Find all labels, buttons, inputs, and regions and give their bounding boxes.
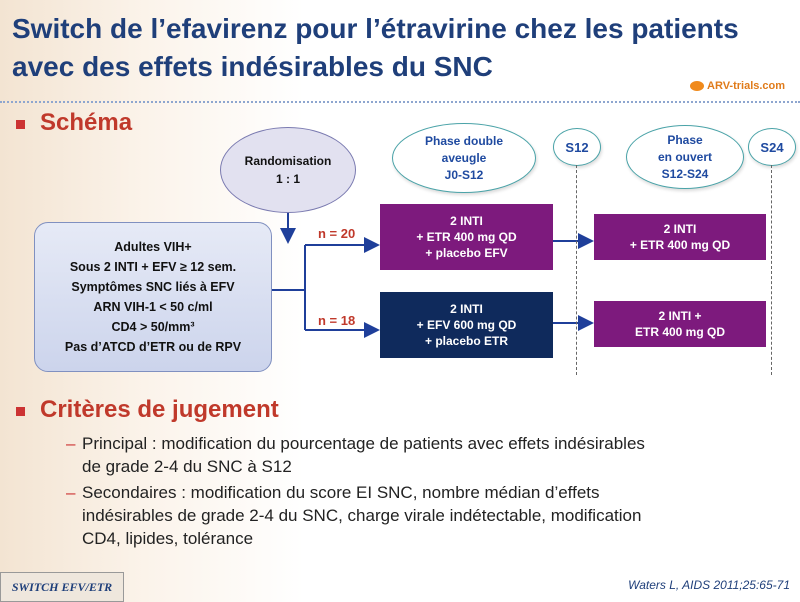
phase-double-blind-bubble [392, 123, 536, 193]
arm2-phase2-line: ETR 400 mg QD [634, 325, 726, 339]
population-box [34, 222, 272, 372]
phase2-line1: Phase [667, 132, 703, 147]
title-line-2: avec des effets indésirables du SNC [12, 51, 493, 82]
population-line: Sous 2 INTI + EFV ≥ 12 sem. [69, 260, 237, 274]
arm1-phase1-line: 2 INTI [450, 214, 483, 228]
phase2-line2: en ouvert [657, 149, 712, 164]
reference: Waters L, AIDS 2011;25:65-71 [628, 578, 790, 592]
population-line: Pas d’ATCD d’ETR ou de RPV [64, 340, 242, 354]
arm1-phase1-box [380, 204, 553, 270]
phase1-line1: Phase double [424, 133, 504, 148]
randomisation-label: Randomisation [244, 154, 332, 168]
population-line: Symptômes SNC liés à EFV [71, 280, 235, 294]
bullet-square-icon [16, 407, 25, 416]
arm2-phase1-line: + EFV 600 mg QD [416, 318, 517, 332]
dash-bullet: – [66, 483, 76, 502]
phase1-line3: J0-S12 [444, 167, 484, 182]
arm2-n-label: n = 18 [318, 313, 356, 328]
arm2-phase2-box [594, 301, 766, 347]
s12-timeline-line [576, 165, 577, 375]
arm1-phase2-box [594, 214, 766, 260]
slide-tag-text: SWITCH EFV/ETR [11, 579, 113, 594]
dash-bullet: – [66, 434, 76, 453]
arm2-phase1-line: + placebo ETR [424, 334, 509, 348]
randomisation-ellipse [220, 127, 356, 213]
criteria-primary-line: de grade 2-4 du SNC à S12 [82, 457, 292, 476]
week-s24-bubble [748, 128, 796, 166]
criteria-secondary-line: indésirables de grade 2-4 du SNC, charge virale indétectable, modification [82, 506, 642, 525]
arm2-phase1-box [380, 292, 553, 358]
arm1-phase1-line: + ETR 400 mg QD [416, 230, 517, 244]
title-line-1: Switch de l’efavirenz pour l’étravirine chez les patients [12, 13, 739, 44]
arm1-n-label: n = 20 [318, 226, 356, 241]
population-line: ARN VIH-1 < 50 c/ml [93, 300, 213, 314]
criteria-secondary-line: CD4, lipides, tolérance [82, 529, 254, 548]
arm1-phase2-line: 2 INTI [663, 222, 697, 236]
slide-tag [0, 572, 124, 602]
s24-timeline-line [771, 165, 772, 375]
arm1-phase2-line: + ETR 400 mg QD [629, 238, 731, 252]
population-line: Adultes VIH+ [114, 240, 192, 254]
criteria-primary-line: Principal : modification du pourcentage de patients avec effets indésirables [82, 434, 645, 453]
logo-text: ARV-trials.com [707, 80, 786, 92]
criteria-secondary-line: Secondaires : modification du score EI SNC, nombre médian d’effets [82, 483, 600, 502]
schema-heading: Schéma [40, 109, 133, 136]
criteria-heading: Critères de jugement [40, 396, 279, 423]
arm1-phase1-line: + placebo EFV [425, 246, 508, 260]
arm2-phase1-line: 2 INTI [450, 302, 483, 316]
arm2-phase2-line: 2 INTI + [658, 309, 702, 323]
week-s12-bubble [553, 128, 601, 166]
week-s24-label: S24 [760, 139, 784, 155]
population-line: CD4 > 50/mm³ [111, 320, 195, 334]
week-s12-label: S12 [565, 139, 589, 155]
phase-open-label-bubble [626, 125, 744, 189]
phase2-line3: S12-S24 [661, 166, 709, 181]
phase1-line2: aveugle [441, 150, 487, 165]
randomisation-ratio: 1 : 1 [275, 172, 300, 186]
